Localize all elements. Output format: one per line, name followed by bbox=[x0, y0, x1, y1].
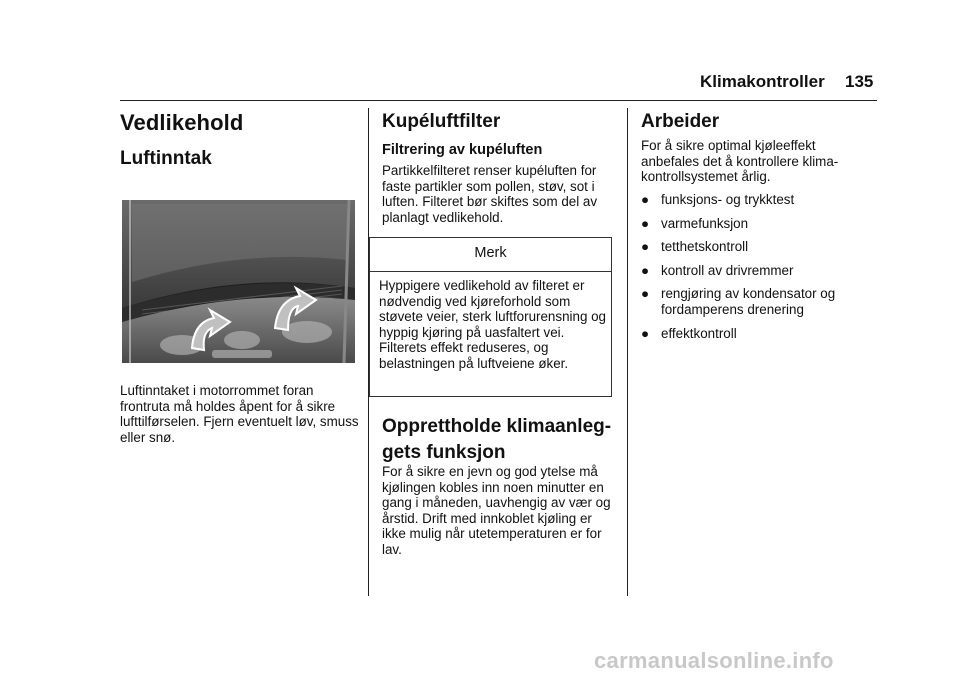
arbeider-intro-text: For å sikre optimal kjøleeffekt anbefales det å kontrollere klimakontrollsystemet årlig. bbox=[641, 138, 839, 185]
list-item bbox=[641, 286, 881, 317]
section-heading-arbeider: Arbeider bbox=[641, 111, 720, 132]
service-list bbox=[641, 192, 881, 349]
list-item bbox=[641, 192, 881, 208]
bullet-icon: ● bbox=[641, 325, 650, 341]
note-title: Merk bbox=[474, 245, 507, 261]
bullet-icon: ● bbox=[641, 192, 650, 207]
bullet-icon: ● bbox=[641, 239, 650, 255]
section-heading-kupeluftfilter: Kupéluftfilter bbox=[382, 111, 501, 132]
list-item-text: kontroll av drivremmer bbox=[661, 262, 794, 278]
list-item-text: effektkontroll bbox=[661, 325, 737, 341]
bullet-icon: ● bbox=[641, 262, 650, 278]
subheading-luftinntak: Luftinntak bbox=[120, 148, 212, 169]
bullet-icon: ● bbox=[641, 286, 650, 302]
list-item bbox=[641, 239, 881, 255]
list-item-text: funksjons- og trykktest bbox=[661, 192, 795, 207]
section-heading-opprettholde: Opprettholde klimaanleggets funksjon bbox=[382, 416, 612, 463]
note-divider bbox=[370, 271, 611, 272]
list-item bbox=[641, 326, 881, 342]
bullet-icon: ● bbox=[641, 215, 650, 231]
subheading-filtrering: Filtrering av kupéluften bbox=[382, 142, 543, 158]
list-item bbox=[641, 216, 881, 232]
list-item bbox=[641, 263, 881, 279]
section-heading-vedlikehold: Vedlikehold bbox=[120, 110, 244, 135]
filter-text: Partikkelfilteret renser kupéluften for faste partikler som pollen, støv, sot i luften. Filteret bør skiftes som del av planlagt vedlikehold. bbox=[382, 163, 598, 225]
column-divider-2 bbox=[627, 108, 628, 596]
air-intake-photo bbox=[122, 200, 355, 363]
header-divider bbox=[120, 100, 877, 101]
list-item-text: varmefunksjon bbox=[661, 215, 749, 231]
air-intake-illustration bbox=[122, 200, 355, 363]
list-item-text: tetthetskontroll bbox=[661, 239, 749, 255]
maintain-function-text: For å sikre en jevn og god ytelse må kjølingen kobles inn noen minutter en gang i måneden, uavhengig av vær og årstid. Drift med innkoblet kjøling er ikke mulig når utetemperaturen er for lav. bbox=[382, 464, 611, 557]
air-intake-text: Luftinntaket i motorrommet foran frontruta må holdes åpent for å sikre lufttilførselen. Fjern eventuelt løv, smuss eller snø. bbox=[120, 383, 359, 445]
watermark-link[interactable]: carmanualsonline.info bbox=[594, 648, 834, 673]
note-text: Hyppigere vedlikehold av filteret er nødvendig ved kjøreforhold som støvete veier, sterk luftforurensning og hyppig kjøring på uasfaltert vei. Filterets effekt reduseres, og belastningen på luftveiene øker. bbox=[379, 278, 607, 371]
list-item-text: rengjøring av kondensator og fordamperens drenering bbox=[661, 286, 836, 317]
page-number: 135 bbox=[845, 72, 874, 91]
running-header-title: Klimakontroller bbox=[700, 72, 825, 91]
note-box bbox=[369, 237, 612, 397]
